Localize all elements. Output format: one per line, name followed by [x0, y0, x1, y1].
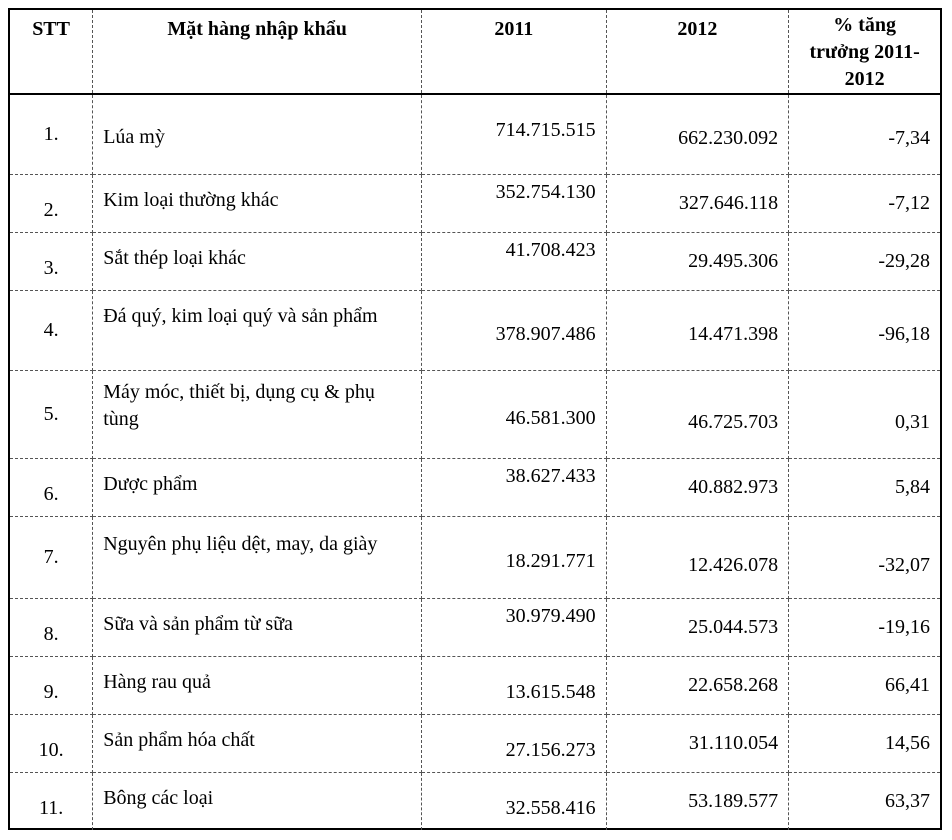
- row-2012: 31.110.054: [606, 714, 789, 772]
- row-2012: 14.471.398: [606, 290, 789, 370]
- table-row: [10, 290, 940, 370]
- row-growth: -19,16: [789, 598, 940, 656]
- row-2012: 40.882.973: [606, 458, 789, 516]
- row-growth: 66,41: [789, 656, 940, 714]
- row-stt: 1.: [10, 94, 93, 174]
- table-row: [10, 598, 940, 656]
- row-item: Đá quý, kim loại quý và sản phẩm: [93, 290, 422, 370]
- table-row: [10, 458, 940, 516]
- row-stt: 7.: [10, 516, 93, 598]
- row-growth: 63,37: [885, 789, 930, 812]
- header-growth-line3: 2012: [844, 68, 885, 90]
- row-item: Nguyên phụ liệu dệt, may, da giày: [93, 516, 422, 598]
- row-growth: 14,56: [789, 714, 940, 772]
- row-stt: 9.: [10, 656, 93, 714]
- header-row: [10, 10, 940, 94]
- row-item: Sản phẩm hóa chất: [93, 714, 422, 772]
- table-row: [10, 516, 940, 598]
- row-growth: -29,28: [789, 232, 940, 290]
- row-2012: 662.230.092: [606, 94, 789, 174]
- row-2011: 27.156.273: [422, 714, 607, 772]
- header-growth-line2: trưởng 2011-: [809, 41, 920, 63]
- row-stt: 3.: [10, 232, 93, 290]
- row-item: Sữa và sản phẩm từ sữa: [93, 598, 422, 656]
- row-2012: 22.658.268: [606, 656, 789, 714]
- row-item: Máy móc, thiết bị, dụng cụ & phụ tùng: [93, 370, 422, 458]
- header-growth: [789, 10, 940, 94]
- table-row: [10, 232, 940, 290]
- header-growth-line1: % tăng: [833, 14, 896, 36]
- table-row: [10, 174, 940, 232]
- row-2011: 714.715.515: [422, 94, 607, 174]
- row-growth: -32,07: [789, 516, 940, 598]
- row-stt: 11.: [10, 772, 93, 830]
- row-item: Kim loại thường khác: [93, 174, 422, 232]
- row-2011: 38.627.433: [422, 458, 607, 516]
- row-2011: 41.708.423: [422, 232, 607, 290]
- row-2011: 46.581.300: [422, 370, 607, 458]
- header-2012: 2012: [606, 10, 789, 94]
- row-item: Hàng rau quả: [93, 656, 422, 714]
- row-stt: 10.: [10, 714, 93, 772]
- row-2011: 378.907.486: [422, 290, 607, 370]
- table-row: [10, 656, 940, 714]
- row-item: Bông các loại: [93, 772, 422, 830]
- import-table: [10, 10, 940, 830]
- row-item: Lúa mỳ: [93, 94, 422, 174]
- row-item: Dược phẩm: [93, 458, 422, 516]
- row-2011: 32.558.416: [422, 772, 607, 830]
- import-table-frame: [8, 8, 942, 830]
- row-2011: 18.291.771: [422, 516, 607, 598]
- row-growth: -7,34: [789, 94, 940, 174]
- header-2011: 2011: [422, 10, 607, 94]
- row-growth: -7,12: [789, 174, 940, 232]
- header-item: Mặt hàng nhập khẩu: [93, 10, 422, 94]
- row-2011: 13.615.548: [422, 656, 607, 714]
- row-2012: 53.189.577: [606, 772, 789, 830]
- table-row: [10, 370, 940, 458]
- row-growth: 5,84: [789, 458, 940, 516]
- row-2012: 12.426.078: [606, 516, 789, 598]
- table-row: [10, 714, 940, 772]
- row-2012: 29.495.306: [606, 232, 789, 290]
- row-item: Sắt thép loại khác: [93, 232, 422, 290]
- header-stt: STT: [10, 10, 93, 94]
- row-2011: 30.979.490: [422, 598, 607, 656]
- row-stt: 5.: [10, 370, 93, 458]
- row-growth: -96,18: [789, 290, 940, 370]
- row-stt: 6.: [10, 458, 93, 516]
- row-stt: 2.: [10, 174, 93, 232]
- row-2012: 327.646.118: [606, 174, 789, 232]
- row-2012: 25.044.573: [606, 598, 789, 656]
- row-2012: 46.725.703: [606, 370, 789, 458]
- row-stt: 4.: [10, 290, 93, 370]
- table-row: [10, 94, 940, 174]
- row-stt: 8.: [10, 598, 93, 656]
- row-2011: 352.754.130: [422, 174, 607, 232]
- table-row: [10, 772, 940, 830]
- row-growth: 0,31: [789, 370, 940, 458]
